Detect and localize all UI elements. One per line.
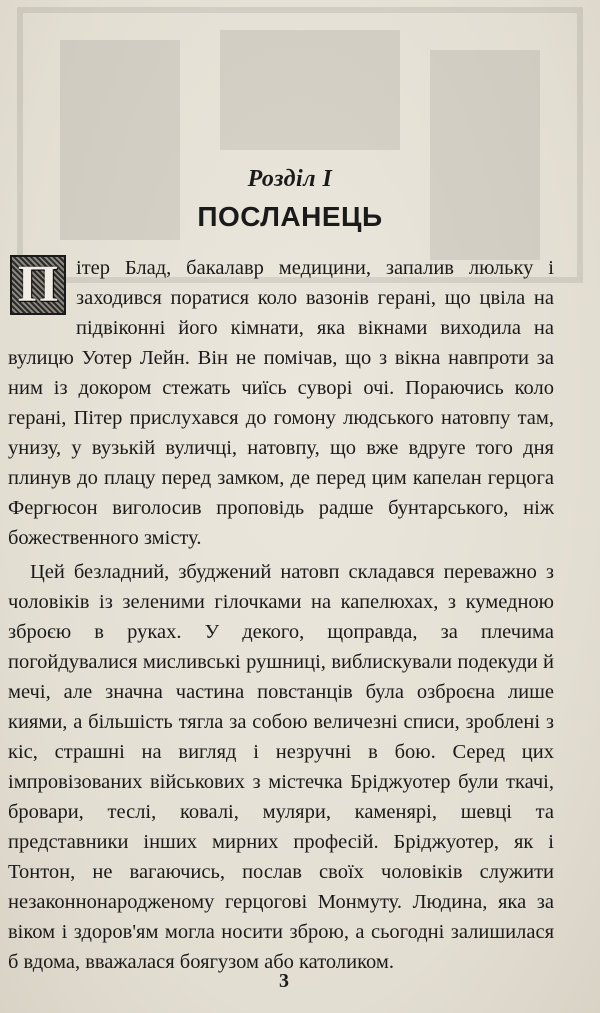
chapter-number: Розділ I <box>247 166 333 192</box>
page-number: 3 <box>279 970 289 992</box>
body-text <box>8 253 554 977</box>
paragraph-1: ітер Блад, бакалавр медицини, запалив люльку і заходився поратися коло вазонів герані, що цвіла на підвіконні його кімнати, яка вікнами виходила на вулицю Уотер Лейн. Він не помічав, що з вікна навпроти за ним із докором стежать чиїсь суворі очі. Пораючись коло герані, Пітер прислухався до гомону людського натовпу там, унизу, у вузькій вуличці, натовпу, що вже вдруге того дня плинув до плацу перед замком, де перед цим капелан герцога Фергюсон виголосив проповідь радше бунтарського, ніж божественного змісту. <box>8 257 554 549</box>
drop-cap-ornament <box>10 255 66 315</box>
drop-cap-letter: П <box>17 256 59 313</box>
paragraph-2: Цей безладний, збуджений натовп складався переважно з чоловіків із зеленими гілочками на капелюхах, з кумедною зброєю в руках. У декого, щоправда, за плечима погойдувалися мисливські рушниці, виблискували подекуди й мечі, але значна частина повстанців була озброєна лише киями, а більшість тягла за собою величезні списи, зроблені з кіс, страшні на вигляд і незручні в бою. Серед цих імпровізованих військових з містечка Бріджуотер були ткачі, бровари, теслі, ковалі, муляри, каменярі, шевці та представники інших мирних професій. Бріджуотер, як і Тонтон, не вагаючись, послав своїх чоловіків служити незаконнонародженому герцогові Монмуту. Людина, яка за віком і здоров'ям могла носити зброю, а сьогодні залишилася б вдома, вважалася боягузом або католиком. <box>8 561 554 973</box>
chapter-title: ПОСЛАНЕЦЬ <box>197 201 383 232</box>
